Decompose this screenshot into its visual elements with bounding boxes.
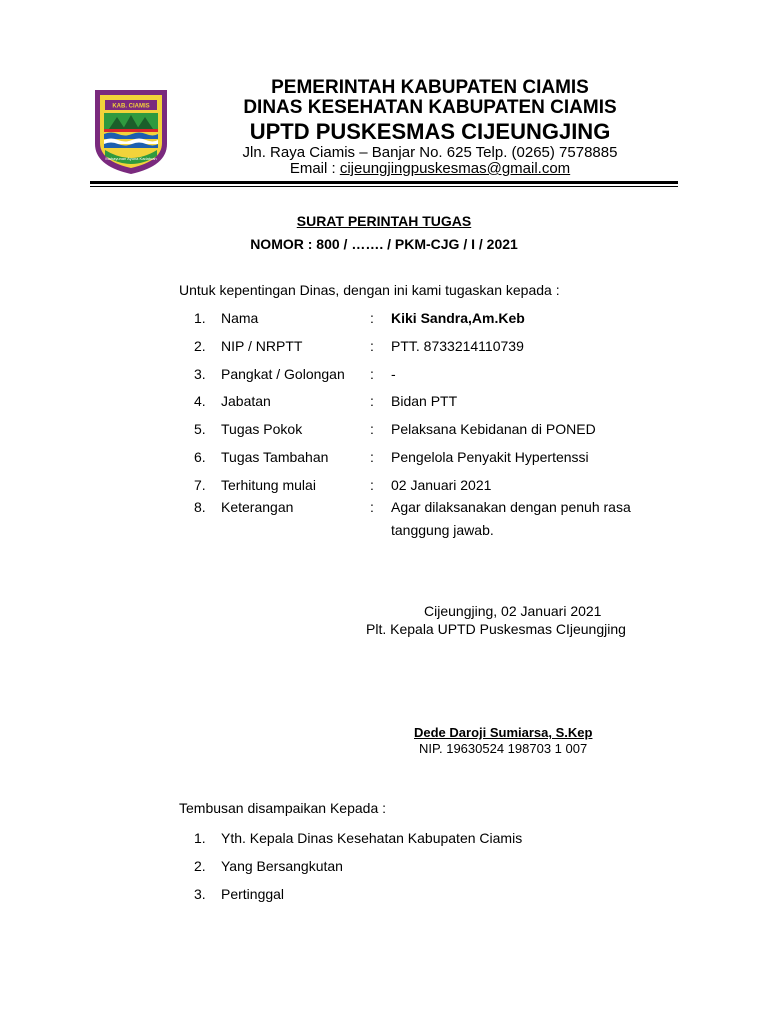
intro-text: Untuk kepentingan Dinas, dengan ini kami tugaskan kepada : bbox=[179, 282, 560, 298]
field-label: NIP / NRPTT bbox=[221, 338, 303, 354]
field-label: Keterangan bbox=[221, 499, 294, 515]
tembusan-label: Yth. Kepala Dinas Kesehatan Kabupaten Ciamis bbox=[221, 830, 523, 846]
letterhead-address: Jln. Raya Ciamis – Banjar No. 625 Telp. (0265) 7578885 bbox=[242, 144, 618, 161]
tembusan-number: 2. bbox=[194, 858, 206, 874]
signature-nip: NIP. 19630524 198703 1 007 bbox=[419, 741, 588, 756]
letterhead-department: DINAS KESEHATAN KABUPATEN CIAMIS bbox=[243, 97, 617, 118]
signature-name: Dede Daroji Sumiarsa, S.Kep bbox=[414, 725, 593, 740]
svg-text:Mahayunan Ayuna Kadatuan: Mahayunan Ayuna Kadatuan bbox=[105, 156, 157, 161]
tembusan-label: Yang Bersangkutan bbox=[221, 858, 343, 874]
letterhead-rule-thin bbox=[90, 186, 678, 187]
field-value: Agar dilaksanakan dengan penuh rasa bbox=[391, 499, 631, 515]
field-colon: : bbox=[370, 393, 374, 409]
email-label: Email : bbox=[289, 160, 340, 177]
letterhead-email-line bbox=[180, 160, 680, 178]
field-number: 1. bbox=[194, 310, 206, 326]
field-label: Pangkat / Golongan bbox=[221, 366, 345, 382]
field-label: Terhitung mulai bbox=[221, 477, 316, 493]
field-label: Tugas Pokok bbox=[221, 421, 303, 437]
signature-place-date: Cijeungjing, 02 Januari 2021 bbox=[424, 603, 602, 619]
field-colon: : bbox=[370, 499, 374, 515]
field-number: 8. bbox=[194, 499, 206, 515]
field-colon: : bbox=[370, 310, 374, 326]
signature-role: Plt. Kepala UPTD Puskesmas CIjeungjing bbox=[366, 621, 626, 637]
field-colon: : bbox=[370, 366, 374, 382]
letterhead-institution: UPTD PUSKESMAS CIJEUNGJING bbox=[249, 119, 611, 144]
field-label: Tugas Tambahan bbox=[221, 449, 329, 465]
field-colon: : bbox=[370, 449, 374, 465]
field-number: 2. bbox=[194, 338, 206, 354]
field-value: 02 Januari 2021 bbox=[391, 477, 492, 493]
svg-text:KAB. CIAMIS: KAB. CIAMIS bbox=[112, 103, 150, 110]
document-number: NOMOR : 800 / ……. / PKM-CJG / I / 2021 bbox=[250, 236, 518, 252]
tembusan-number: 1. bbox=[194, 830, 206, 846]
ciamis-emblem-logo bbox=[91, 86, 171, 176]
field-colon: : bbox=[370, 338, 374, 354]
field-number: 7. bbox=[194, 477, 206, 493]
tembusan-label: Pertinggal bbox=[221, 886, 285, 902]
document-title: SURAT PERINTAH TUGAS bbox=[296, 213, 472, 229]
field-value: PTT. 8733214110739 bbox=[391, 338, 524, 354]
field-number: 5. bbox=[194, 421, 206, 437]
field-number: 6. bbox=[194, 449, 206, 465]
field-value: - bbox=[391, 366, 396, 382]
letterhead-government: PEMERINTAH KABUPATEN CIAMIS bbox=[271, 77, 589, 98]
field-number: 4. bbox=[194, 393, 206, 409]
tembusan-intro: Tembusan disampaikan Kepada : bbox=[179, 800, 387, 816]
field-value: Pengelola Penyakit Hypertenssi bbox=[391, 449, 589, 465]
field-value: Kiki Sandra,Am.Keb bbox=[391, 310, 525, 326]
field-colon: : bbox=[370, 421, 374, 437]
email-link[interactable]: cijeungjingpuskesmas@gmail.com bbox=[339, 160, 571, 177]
letterhead-rule-thick bbox=[90, 181, 678, 184]
field-colon: : bbox=[370, 477, 374, 493]
field-value: Pelaksana Kebidanan di PONED bbox=[391, 421, 596, 437]
tembusan-number: 3. bbox=[194, 886, 206, 902]
field-value: Bidan PTT bbox=[391, 393, 458, 409]
field-label: Nama bbox=[221, 310, 259, 326]
field-value-continuation: tanggung jawab. bbox=[391, 522, 494, 538]
field-number: 3. bbox=[194, 366, 206, 382]
field-label: Jabatan bbox=[221, 393, 271, 409]
